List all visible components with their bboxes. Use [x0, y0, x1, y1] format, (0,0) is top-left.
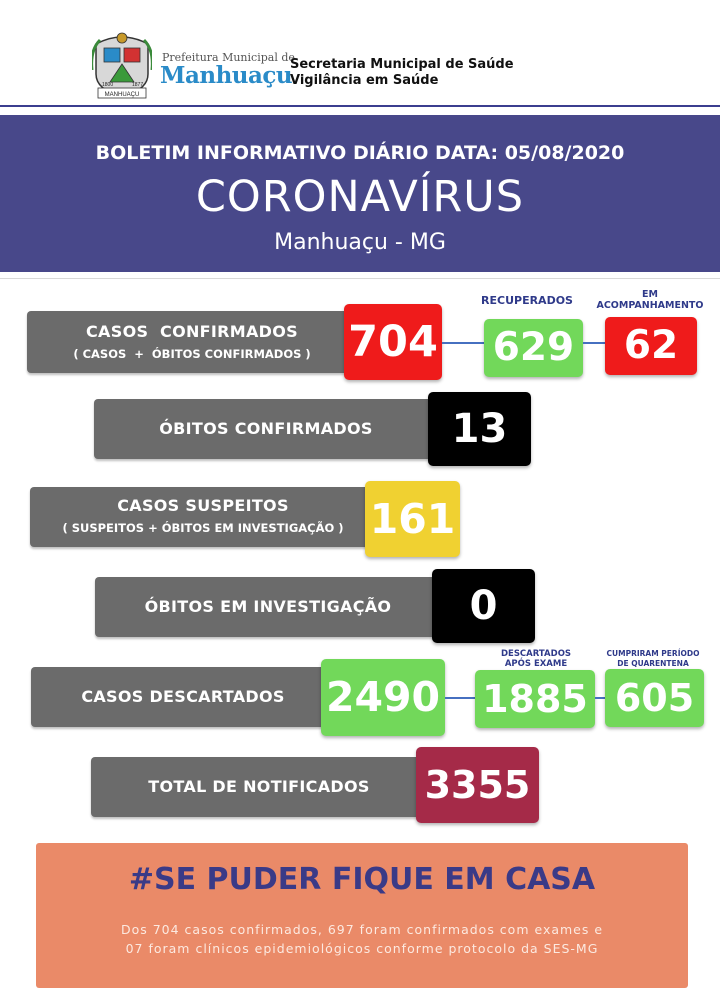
confirmation-note — [36, 920, 688, 958]
confirmed-deaths-label-box — [94, 399, 438, 459]
connector-line — [445, 697, 475, 699]
discarded-after-test-label-line1: DESCARTADOS — [500, 649, 572, 659]
suspected-cases-sublabel: ( SUSPEITOS + ÓBITOS EM INVESTIGAÇÃO ) — [62, 521, 344, 535]
discarded-after-test-label-line2: APÓS EXAME — [504, 659, 568, 669]
deaths-investigation-value-box — [432, 569, 535, 643]
discarded-cases-value: 2490 — [325, 673, 441, 721]
monitoring-label-line1: EM — [642, 289, 658, 300]
discarded-after-test-value: 1885 — [482, 677, 588, 721]
deaths-investigation-label-box — [95, 577, 441, 637]
recovered-value-box — [484, 319, 583, 377]
deaths-investigation-value: 0 — [469, 583, 498, 629]
total-notified-label: TOTAL DE NOTIFICADOS — [148, 777, 370, 796]
confirmed-cases-label-box — [27, 311, 357, 373]
confirmation-note-line1: Dos 704 casos confirmados, 697 foram confirmados com exames e — [120, 922, 604, 937]
monitoring-value: 62 — [623, 323, 679, 368]
total-notified-label-box — [91, 757, 427, 817]
total-notified-value: 3355 — [424, 763, 531, 807]
discarded-after-test-value-box — [475, 670, 595, 728]
monitoring-value-box — [605, 317, 697, 375]
total-notified-value-box — [416, 747, 539, 823]
coat-of-arms-icon — [92, 30, 152, 102]
quarantine-value-box — [605, 669, 704, 727]
monitoring-label — [588, 289, 712, 311]
suspected-cases-value: 161 — [369, 495, 456, 543]
suspected-cases-value-box — [365, 481, 460, 557]
stay-home-hashtag: #SE PUDER FIQUE EM CASA — [128, 862, 596, 897]
suspected-cases-label-box — [30, 487, 376, 547]
discarded-cases-label: CASOS DESCARTADOS — [81, 687, 285, 706]
crest-year-right: 1877 — [132, 82, 144, 88]
discarded-cases-value-box — [321, 659, 445, 736]
quarantine-value: 605 — [614, 676, 695, 720]
secretaria-label: Secretaria Municipal de Saúde — [290, 57, 514, 72]
connector-line — [583, 342, 605, 344]
confirmed-cases-value: 704 — [348, 317, 438, 367]
connector-line — [442, 342, 484, 344]
recovered-label: RECUPERADOS — [481, 294, 573, 307]
banner-location: Manhuaçu - MG — [274, 230, 446, 255]
city-logo-text: Manhuaçu — [160, 62, 293, 89]
confirmed-deaths-label: ÓBITOS CONFIRMADOS — [159, 419, 373, 438]
confirmed-deaths-value-box — [428, 392, 531, 466]
confirmed-cases-sublabel: ( CASOS + ÓBITOS CONFIRMADOS ) — [73, 347, 311, 361]
crest-banner-text: MANHUAÇU — [104, 92, 140, 98]
recovered-value: 629 — [492, 325, 575, 370]
discarded-cases-label-box — [31, 667, 335, 727]
connector-line — [595, 697, 605, 699]
quarantine-label-line2: DE QUARENTENA — [617, 659, 689, 668]
prefeitura-label: Prefeitura Municipal de — [162, 51, 295, 64]
crest-year-left: 1800 — [102, 82, 114, 88]
quarantine-label-line1: CUMPRIRAM PERÍODO — [606, 649, 700, 658]
discarded-after-test-label — [478, 649, 594, 669]
suspected-cases-label: CASOS SUSPEITOS — [117, 496, 289, 515]
section-divider — [0, 278, 720, 279]
monitoring-label-line2: ACOMPANHAMENTO — [596, 300, 704, 311]
vigilancia-label: Vigilância em Saúde — [290, 73, 439, 88]
confirmed-cases-value-box — [344, 304, 442, 380]
banner-heading: CORONAVÍRUS — [195, 172, 525, 222]
confirmation-note-line2: 07 foram clínicos epidemiológicos conforme protocolo da SES-MG — [125, 941, 599, 956]
bulletin-title: BOLETIM INFORMATIVO DIÁRIO DATA: 05/08/2020 — [95, 142, 625, 164]
header-divider — [0, 105, 720, 107]
confirmed-deaths-value: 13 — [451, 406, 508, 452]
confirmed-cases-label: CASOS CONFIRMADOS — [86, 322, 298, 341]
quarantine-label — [600, 649, 706, 669]
deaths-investigation-label: ÓBITOS EM INVESTIGAÇÃO — [144, 597, 392, 616]
